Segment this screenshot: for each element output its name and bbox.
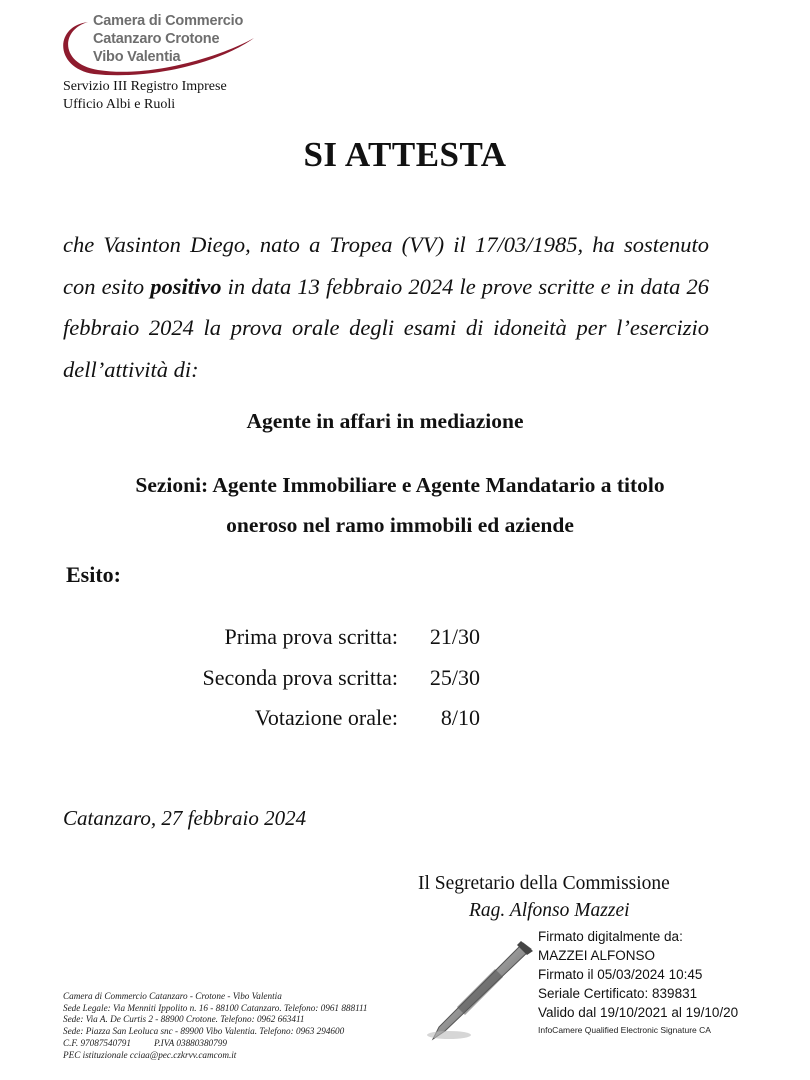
footer-line: Sede: Via A. De Curtis 2 - 88900 Crotone. Telefono: 0962 663411 (63, 1014, 305, 1025)
footer-line: Sede: Piazza San Leoluca snc - 89900 Vibo Valentia. Telefono: 0963 294600 (63, 1026, 345, 1037)
office-line: Ufficio Albi e Ruoli (63, 97, 176, 112)
sections-text (60, 465, 740, 545)
digital-signature-line: Seriale Certificato: 839831 (538, 986, 698, 1001)
esito-label: Esito: (66, 562, 121, 587)
footer-line: C.F. 97087540791 P.IVA 03880380799 (63, 1037, 227, 1048)
office-heading (63, 78, 227, 114)
sections-line: oneroso nel ramo immobili ed aziende (226, 513, 574, 537)
grade-label-oral: Votazione orale: (254, 705, 398, 730)
digital-signature-line: Firmato il 05/03/2024 10:45 (538, 967, 703, 982)
chamber-logo-text (93, 12, 243, 66)
grade-value-first-written: 21/30 (429, 624, 480, 649)
document-title: SI ATTESTA (303, 135, 507, 174)
footer-line: Camera di Commercio Catanzaro - Crotone - Vibo Valentia (63, 991, 282, 1001)
logo-line: Catanzaro Crotone (93, 31, 220, 47)
footer-line: PEC istituzionale cciaa@pec.czkrvv.camcom.it (63, 1049, 237, 1060)
footer-line: Sede Legale: Via Menniti Ippolito n. 16 - 88100 Catanzaro. Telefono: 0961 888111 (63, 1002, 368, 1013)
grade-value-second-written: 25/30 (429, 665, 480, 690)
attestation-text-part2: in data 13 febbraio 2024 le prove scritte e in data 26 febbraio 2024 la prova orale degli esami di idoneità per l’esercizio dell’attività di: (63, 273, 710, 382)
footer-contacts (63, 991, 368, 1061)
signature-ca: InfoCamere Qualified Electronic Signature CA (538, 1025, 711, 1035)
secretary-name: Rag. Alfonso Mazzei (469, 900, 630, 921)
activity-name: Agente in affari in mediazione (246, 409, 524, 433)
logo-line: Vibo Valentia (93, 49, 181, 65)
place-date: Catanzaro, 27 febbraio 2024 (63, 806, 307, 830)
digital-signature-line: Firmato digitalmente da: (538, 929, 683, 944)
grade-label-second-written: Seconda prova scritta: (202, 665, 398, 690)
office-line: Servizio III Registro Imprese (63, 79, 227, 94)
attestation-outcome: positivo (150, 273, 222, 299)
logo-line: Camera di Commercio (93, 13, 244, 29)
grade-label-first-written: Prima prova scritta: (224, 624, 398, 649)
digital-signature-line: Valido dal 19/10/2021 al 19/10/20 (538, 1005, 739, 1020)
attestation-paragraph (63, 224, 709, 390)
digital-signature-line: MAZZEI ALFONSO (538, 948, 656, 963)
attestation-text-part1: che Vasinton Diego, nato a Tropea (VV) il 17/03/1985, ha sostenuto con esito (63, 232, 709, 299)
pen-icon (425, 935, 535, 1045)
secretary-role: Il Segretario della Commissione (418, 873, 670, 894)
grade-value-oral: 8/10 (440, 705, 480, 730)
sections-line: Sezioni: Agente Immobiliare e Agente Mandatario a titolo (135, 473, 665, 497)
